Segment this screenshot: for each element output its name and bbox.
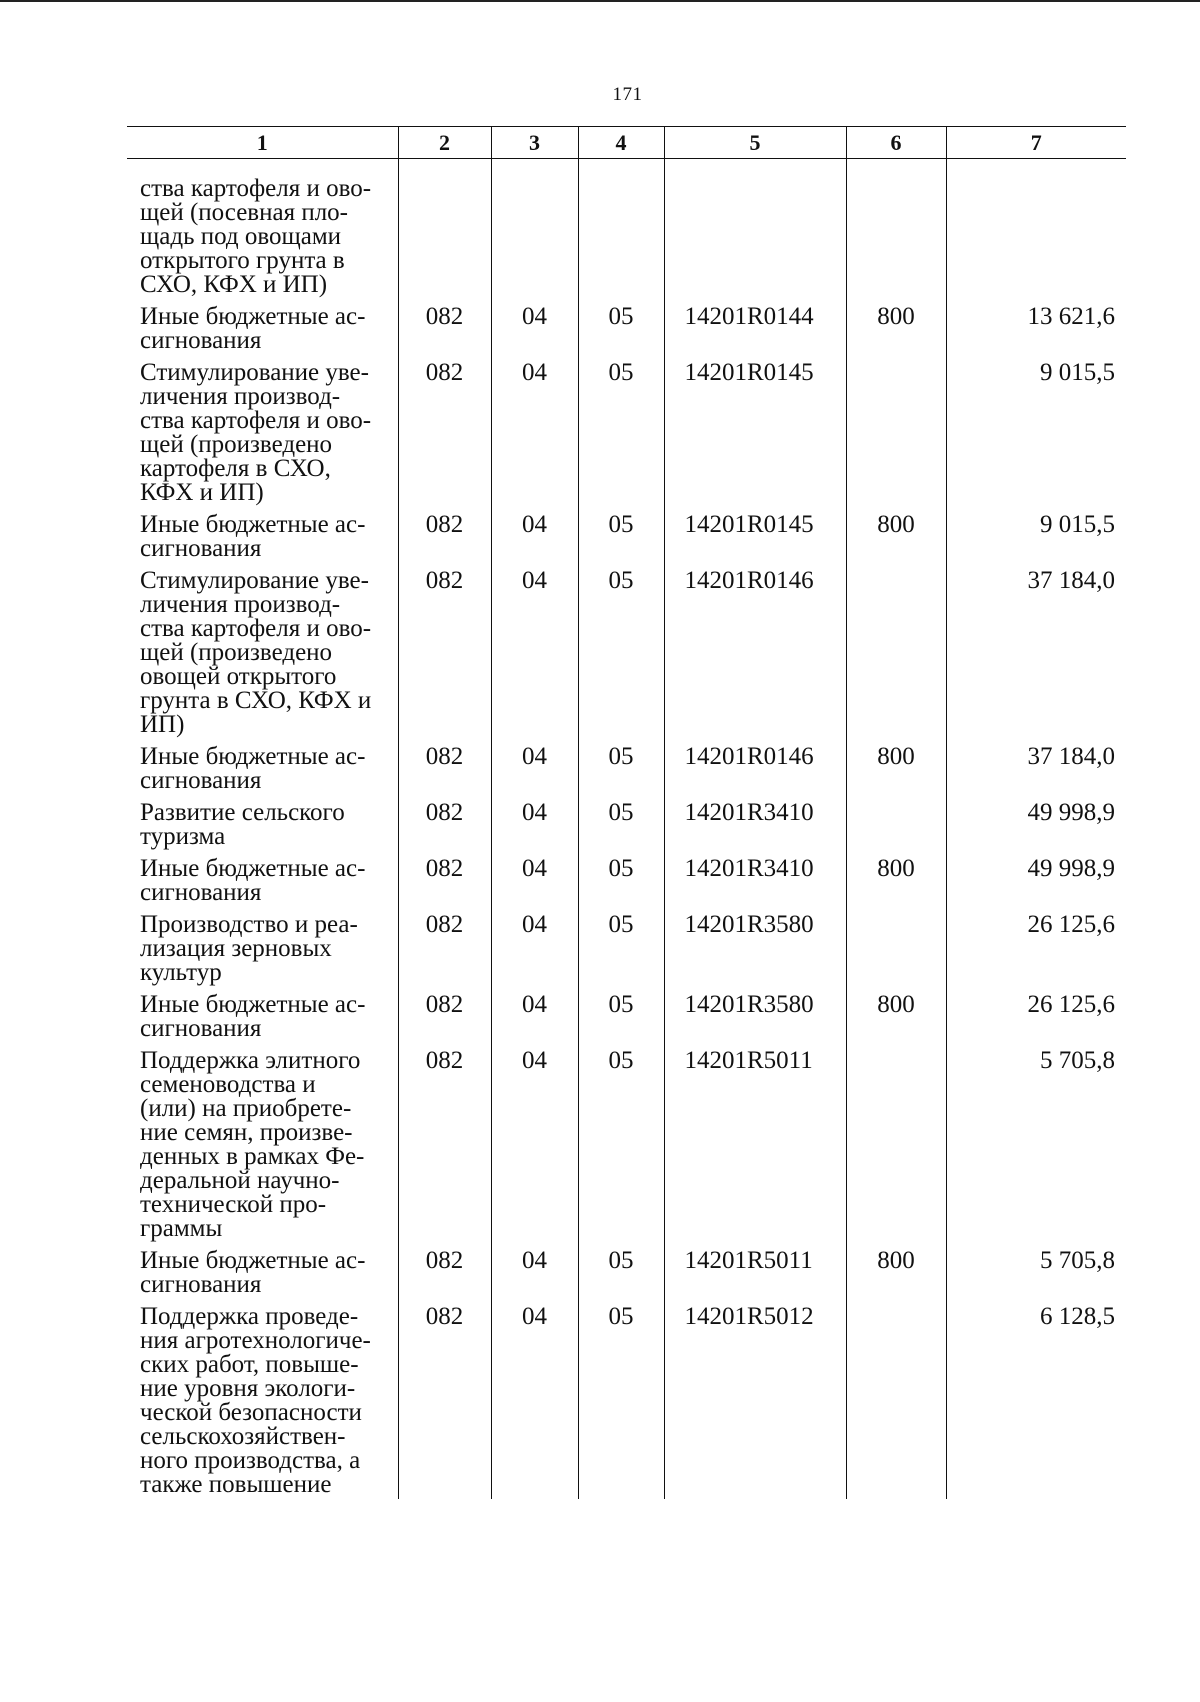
row-subsection-code: 05 bbox=[578, 801, 664, 857]
row-subsection-code: 05 bbox=[578, 1305, 664, 1499]
row-description: Поддержка проведе- ния агротехнологиче- ских работ, повыше- ние уровня экологи- ческой безопасности сельскохозяйствен- ного производства, а также повышение bbox=[140, 1303, 371, 1498]
row-description: Иные бюджетные ас- сигнования bbox=[140, 303, 366, 354]
row-section-code: 04 bbox=[491, 361, 578, 513]
row-section-code: 04 bbox=[491, 569, 578, 745]
row-amount: 37 184,0 bbox=[946, 569, 1126, 745]
row-description: Иные бюджетные ас- сигнования bbox=[140, 743, 366, 794]
row-subsection-code: 05 bbox=[578, 1049, 664, 1249]
row-ministry-code: 082 bbox=[398, 513, 491, 569]
row-subsection-code: 05 bbox=[578, 993, 664, 1049]
row-expense-type-code bbox=[846, 361, 946, 513]
row-target-article-code: 14201R3580 bbox=[664, 993, 846, 1049]
row-target-article-code: 14201R5011 bbox=[664, 1249, 846, 1305]
row-expense-type-code: 800 bbox=[846, 745, 946, 801]
row-expense-type-code: 800 bbox=[846, 993, 946, 1049]
table-row bbox=[127, 801, 1126, 857]
row-amount: 26 125,6 bbox=[946, 993, 1126, 1049]
row-amount: 26 125,6 bbox=[946, 913, 1126, 993]
row-expense-type-code: 800 bbox=[846, 513, 946, 569]
row-ministry-code: 082 bbox=[398, 913, 491, 993]
table-row bbox=[127, 513, 1126, 569]
row-amount bbox=[946, 177, 1126, 305]
row-expense-type-code bbox=[846, 1305, 946, 1499]
row-ministry-code: 082 bbox=[398, 361, 491, 513]
row-description: Иные бюджетные ас- сигнования bbox=[140, 1247, 366, 1298]
table-row bbox=[127, 1249, 1126, 1305]
row-expense-type-code bbox=[846, 1049, 946, 1249]
row-ministry-code: 082 bbox=[398, 857, 491, 913]
row-expense-type-code bbox=[846, 177, 946, 305]
row-description: ства картофеля и ово- щей (посевная пло- щадь под овощами открытого грунта в СХО, КФХ и ИП) bbox=[140, 175, 372, 298]
row-amount: 9 015,5 bbox=[946, 513, 1126, 569]
row-target-article-code: 14201R3410 bbox=[664, 857, 846, 913]
row-description: Иные бюджетные ас- сигнования bbox=[140, 855, 366, 906]
row-section-code: 04 bbox=[491, 993, 578, 1049]
row-expense-type-code: 800 bbox=[846, 1249, 946, 1305]
row-expense-type-code bbox=[846, 801, 946, 857]
row-description: Развитие сельского туризма bbox=[140, 799, 345, 850]
column-header-4: 4 bbox=[578, 127, 664, 159]
row-amount: 5 705,8 bbox=[946, 1249, 1126, 1305]
row-amount: 37 184,0 bbox=[946, 745, 1126, 801]
row-amount: 9 015,5 bbox=[946, 361, 1126, 513]
row-subsection-code: 05 bbox=[578, 913, 664, 993]
column-header-6: 6 bbox=[846, 127, 946, 159]
row-section-code bbox=[491, 177, 578, 305]
row-ministry-code: 082 bbox=[398, 801, 491, 857]
row-subsection-code bbox=[578, 177, 664, 305]
row-expense-type-code: 800 bbox=[846, 857, 946, 913]
row-target-article-code: 14201R0146 bbox=[664, 745, 846, 801]
row-section-code: 04 bbox=[491, 1049, 578, 1249]
row-expense-type-code bbox=[846, 569, 946, 745]
row-subsection-code: 05 bbox=[578, 745, 664, 801]
row-section-code: 04 bbox=[491, 801, 578, 857]
row-ministry-code: 082 bbox=[398, 1305, 491, 1499]
row-target-article-code: 14201R0144 bbox=[664, 305, 846, 361]
row-ministry-code: 082 bbox=[398, 569, 491, 745]
row-subsection-code: 05 bbox=[578, 857, 664, 913]
row-target-article-code: 14201R0146 bbox=[664, 569, 846, 745]
column-header-2: 2 bbox=[398, 127, 491, 159]
column-header-3: 3 bbox=[491, 127, 578, 159]
row-description: Иные бюджетные ас- сигнования bbox=[140, 991, 366, 1042]
row-description: Поддержка элитного семеноводства и (или) на приобрете- ние семян, произве- денных в рамках Фе- деральной научно- технической про- граммы bbox=[140, 1047, 365, 1242]
row-subsection-code: 05 bbox=[578, 569, 664, 745]
table-row bbox=[127, 913, 1126, 993]
column-header-1: 1 bbox=[127, 127, 398, 159]
row-ministry-code: 082 bbox=[398, 993, 491, 1049]
table-row bbox=[127, 745, 1126, 801]
row-description: Производство и реа- лизация зерновых культур bbox=[140, 911, 358, 986]
row-subsection-code: 05 bbox=[578, 513, 664, 569]
table-row bbox=[127, 857, 1126, 913]
column-header-7: 7 bbox=[946, 127, 1126, 159]
row-ministry-code bbox=[398, 177, 491, 305]
table-row bbox=[127, 1305, 1126, 1499]
row-target-article-code: 14201R0145 bbox=[664, 361, 846, 513]
row-amount: 49 998,9 bbox=[946, 801, 1126, 857]
row-target-article-code: 14201R3410 bbox=[664, 801, 846, 857]
row-description: Иные бюджетные ас- сигнования bbox=[140, 511, 366, 562]
table-row bbox=[127, 177, 1126, 305]
row-subsection-code: 05 bbox=[578, 1249, 664, 1305]
table-row bbox=[127, 361, 1126, 513]
row-description: Стимулирование уве- личения производ- ства картофеля и ово- щей (произведено картофеля в СХО, КФХ и ИП) bbox=[140, 359, 372, 506]
row-target-article-code: 14201R0145 bbox=[664, 513, 846, 569]
table-row bbox=[127, 569, 1126, 745]
row-target-article-code: 14201R5012 bbox=[664, 1305, 846, 1499]
row-amount: 13 621,6 bbox=[946, 305, 1126, 361]
row-section-code: 04 bbox=[491, 1305, 578, 1499]
row-ministry-code: 082 bbox=[398, 305, 491, 361]
row-section-code: 04 bbox=[491, 305, 578, 361]
budget-table bbox=[127, 126, 1126, 1499]
row-description: Стимулирование уве- личения производ- ства картофеля и ово- щей (произведено овощей открытого грунта в СХО, КФХ и ИП) bbox=[140, 567, 372, 738]
table-body bbox=[127, 159, 1126, 1500]
row-section-code: 04 bbox=[491, 913, 578, 993]
row-amount: 5 705,8 bbox=[946, 1049, 1126, 1249]
table-row bbox=[127, 1049, 1126, 1249]
row-target-article-code bbox=[664, 177, 846, 305]
row-subsection-code: 05 bbox=[578, 305, 664, 361]
row-amount: 49 998,9 bbox=[946, 857, 1126, 913]
row-ministry-code: 082 bbox=[398, 1049, 491, 1249]
row-section-code: 04 bbox=[491, 857, 578, 913]
row-subsection-code: 05 bbox=[578, 361, 664, 513]
row-section-code: 04 bbox=[491, 745, 578, 801]
row-amount: 6 128,5 bbox=[946, 1305, 1126, 1499]
column-header-5: 5 bbox=[664, 127, 846, 159]
row-ministry-code: 082 bbox=[398, 1249, 491, 1305]
row-target-article-code: 14201R3580 bbox=[664, 913, 846, 993]
page-number: 171 bbox=[612, 84, 643, 105]
page-top-edge bbox=[0, 0, 1200, 2]
table-header-row bbox=[127, 127, 1126, 159]
row-section-code: 04 bbox=[491, 513, 578, 569]
table-row bbox=[127, 993, 1126, 1049]
row-expense-type-code bbox=[846, 913, 946, 993]
row-section-code: 04 bbox=[491, 1249, 578, 1305]
row-expense-type-code: 800 bbox=[846, 305, 946, 361]
row-ministry-code: 082 bbox=[398, 745, 491, 801]
table-row bbox=[127, 305, 1126, 361]
row-target-article-code: 14201R5011 bbox=[664, 1049, 846, 1249]
